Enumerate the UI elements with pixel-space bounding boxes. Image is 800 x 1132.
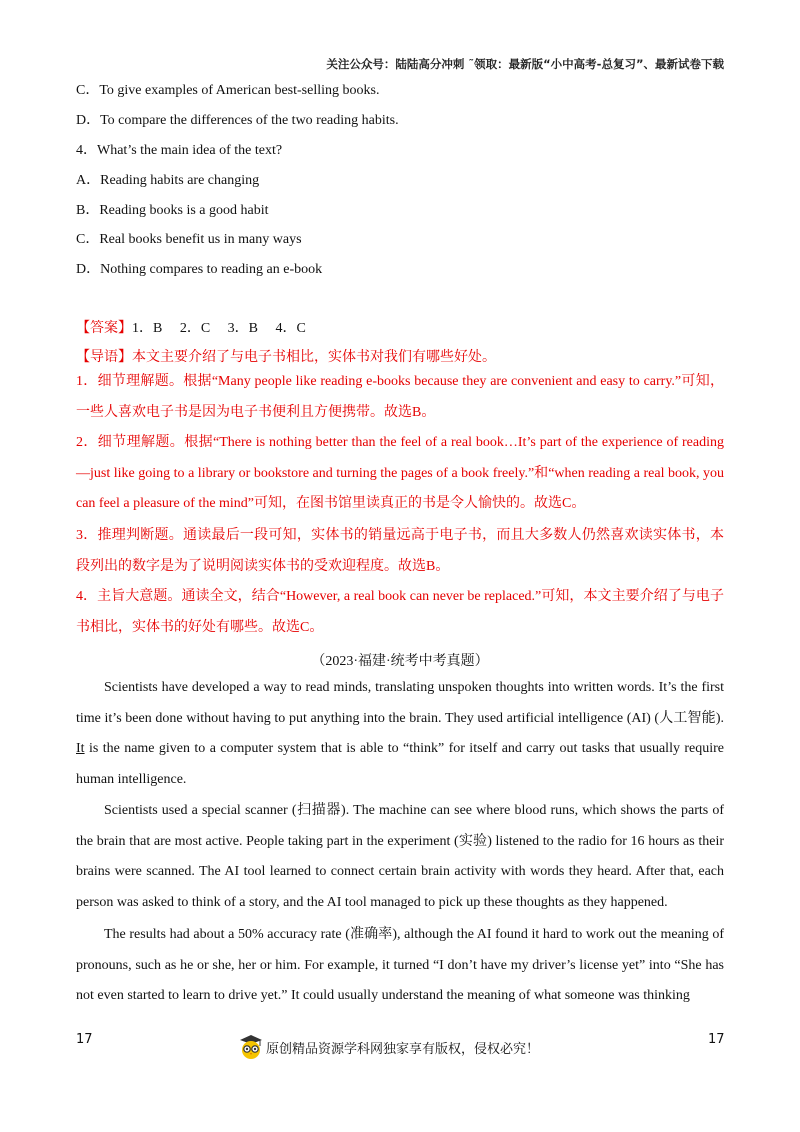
footer-copyright: 原创精品资源学科网独家享有版权，侵权必究！	[266, 1041, 540, 1057]
page-header: 关注公众号：陆陆高分冲刺 ˜领取：最新版“小中高考-总复习”、最新试卷下载	[326, 57, 724, 71]
option-d-q3: D．To compare the differences of the two reading habits.	[76, 113, 399, 128]
option-d-q4: D．Nothing compares to reading an e-book	[76, 262, 323, 277]
passage-paragraph-1	[76, 673, 724, 795]
guide-label: 【导语】	[76, 350, 132, 365]
answer-values: 1．B 2．C 3．B 4．C	[132, 321, 306, 336]
passage-title: （2023·福建·统考中考真题）	[311, 654, 489, 669]
option-b-q4: B．Reading books is a good habit	[76, 203, 269, 218]
explanation-1: 1．细节理解题。根据“Many people like reading e-books because they are convenient and easy to carry.”可知，一些人喜欢电子书是因为电子书便利且方便携带。故选B。	[76, 374, 724, 420]
option-c-q3: C．To give examples of American best-selling books.	[76, 83, 380, 98]
explanation-3: 3．推理判断题。通读最后一段可知，实体书的销量远高于电子书，而且大多数人仍然喜欢读实体书，本段列出的数字是为了说明阅读实体书的受欢迎程度。故选B。	[76, 528, 724, 574]
passage-paragraph-3: The results had about a 50% accuracy rate (准确率), although the AI found it hard to work out the meaning of pronouns, such as he or she, her or him. For example, it turned “I don’t have my driver’s license yet” into “She has not even started to learn to drive yet.” It could usually understand the meaning of what someone was thinking	[76, 927, 724, 1004]
explanation-4: 4．主旨大意题。通读全文，结合“However, a real book can never be replaced.”可知，本文主要介绍了与电子书相比，实体书的好处有哪些。故选C。	[76, 589, 724, 635]
guide-text: 本文主要介绍了与电子书相比，实体书对我们有哪些好处。	[132, 350, 496, 365]
answer-label: 【答案】	[76, 321, 132, 336]
p1-underlined-word: It	[76, 741, 85, 757]
answer-line	[76, 317, 306, 337]
option-c-q4: C．Real books benefit us in many ways	[76, 232, 302, 247]
page-number-left: 17	[76, 1032, 93, 1047]
p1-text-b: is the name given to a computer system that is able to “think” for itself and carry out tasks that usually require human intelligence.	[76, 741, 724, 787]
passage-paragraph-2: Scientists used a special scanner (扫描器). The machine can see where blood runs, which shows the parts of the brain that are most active. People taking part in the experiment (实验) listened to the radio for 16 hours as their brains were scanned. The AI tool learned to connect certain brain activity with words they heard. After that, each person was asked to think of a story, and the AI tool managed to pick up these thoughts as they happened.	[76, 803, 724, 910]
p1-text-a: Scientists have developed a way to read minds, translating unspoken thoughts into written words. It’s the first time it’s been done without having to put anything into the brain. They used artificial intelligence (AI) (人工智能).	[76, 680, 724, 726]
guide-line	[76, 346, 496, 366]
question-4: 4．What’s the main idea of the text?	[76, 143, 283, 158]
footer	[238, 1034, 539, 1060]
owl-logo-icon	[238, 1034, 264, 1060]
page-number-right: 17	[708, 1032, 725, 1047]
explanation-2: 2．细节理解题。根据“There is nothing better than the feel of a real book…It’s part of the experience of reading—just like going to a library or bookstore and turning the pages of a book freely.”和“when reading a real book, you can feel a pleasure of the mind”可知，在图书馆里读真正的书是令人愉快的。故选C。	[76, 435, 724, 512]
option-a-q4: A．Reading habits are changing	[76, 173, 260, 188]
